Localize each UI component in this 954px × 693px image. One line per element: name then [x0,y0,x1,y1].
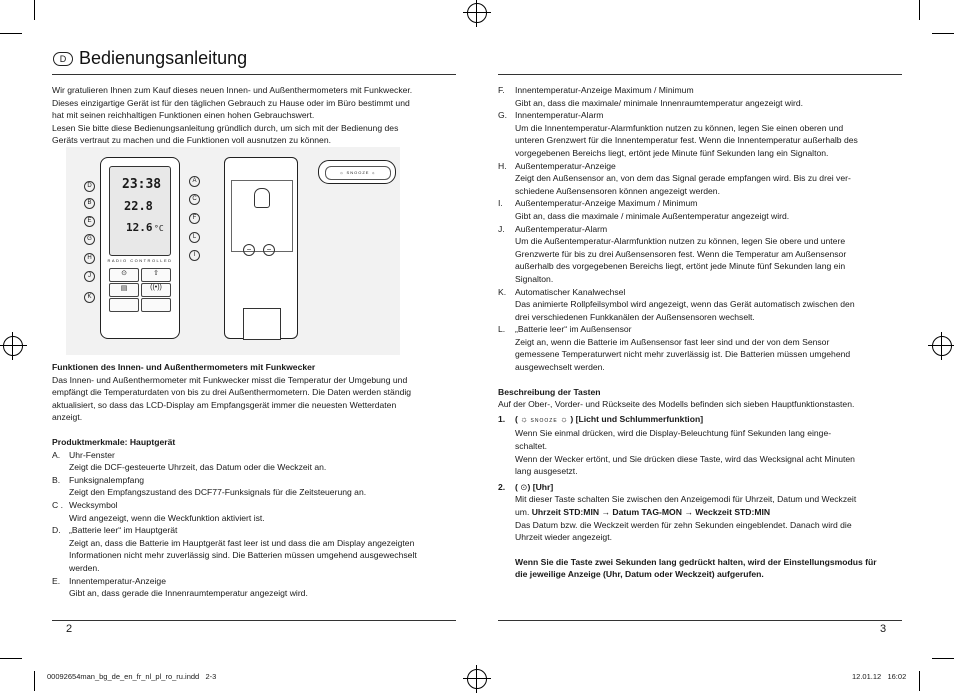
page-number-left: 2 [66,623,73,635]
feature-item [498,223,902,286]
crop-mark [932,33,954,34]
lcd-time: 23:38 [122,177,162,192]
item-title: „Batterie leer“ im Außensensor [515,324,632,335]
item-label: L. [498,324,506,335]
item-label: H. [498,160,507,171]
item-label: K. [498,286,507,297]
feature-item [498,197,902,222]
snooze-label: SNOOZE [346,170,370,175]
item-title: Innentemperatur-Anzeige Maximum / Minimum [515,85,694,95]
language-badge-text: D [59,54,67,64]
item-desc: Wird angezeigt, wenn die Weckfunktion aktiviert ist. [69,512,265,523]
title-rule-left [52,74,456,75]
feature-item [498,160,902,198]
mode-button[interactable]: ⊙ [109,268,139,282]
item-label: G. [498,110,508,121]
item-label: B. [52,474,61,485]
title-rule-right [498,74,902,75]
key-heading [498,481,902,494]
section-heading: Produktmerkmale: Hauptgerät [52,436,176,447]
footer-rule-left [52,620,456,621]
body-line: Das Innen- und Außenthermometer mit Funkwecker misst die Temperatur der Umgebung und [52,374,408,385]
lcd-display [109,166,171,256]
body-line: empfängt die Temperaturdaten von bis zu drei Außenthermometern. Die Daten werden ständig [52,387,412,398]
callout-marker: A [189,176,200,187]
key-head-open: ( [515,481,518,492]
battery-compartment [231,180,293,252]
brand-strip: RADIO CONTROLLED [107,258,173,263]
back-button-plus[interactable]: − [263,244,275,256]
feature-item [52,524,456,574]
key-number: 2. [498,481,506,492]
key-note: Wenn Sie die Taste zwei Sekunden lang gedrückt halten, wird der Einstellungsmodus für [515,556,877,567]
item-title: Innentemperatur-Anzeige [69,575,166,586]
intro-text [52,84,456,147]
item-desc: Gibt an, dass gerade die Innenraumtemperatur angezeigt wird. [69,588,308,599]
lcd-temp-out: 12.6 [126,221,153,234]
slug-time: 16:02 [887,672,907,681]
bottom-button-right[interactable] [141,298,171,312]
footer-rule-right [498,620,902,621]
item-title: Automatischer Kanalwechsel [515,286,626,297]
channel-button[interactable]: ▤ [109,283,139,297]
item-title: Außentemperatur-Anzeige Maximum / Minimum [515,198,698,209]
crop-mark [919,0,920,20]
callout-marker: E [84,216,95,227]
key-desc-text: um. [515,507,530,517]
item-desc: Gibt an, dass die maximale / minimale Außentemperatur angezeigt wird. [515,210,790,221]
feature-item [498,323,902,373]
item-label: D. [52,525,61,536]
crop-mark [932,658,954,659]
feature-item [498,84,902,109]
language-badge [53,52,73,66]
key-head-text: ) [Uhr] [527,481,554,492]
callout-marker: J [84,271,95,282]
item-desc: unteren Grenzwert für die Innentemperatur fest. Wenn die Innentemperatur außerhalb des [515,135,858,146]
item-desc: vorgegebenen Bereichs liegt, ertönt jede Minute fünf Sekunden lang ein Signalton. [515,147,829,158]
clock-icon: ⊙ [520,481,528,492]
item-title: „Batterie leer“ im Hauptgerät [69,525,178,536]
key-desc [498,506,902,519]
feature-item [498,109,902,159]
mode-sequence: Uhrzeit STD:MIN → Datum TAG-MON → Weckzeit STD:MIN [531,507,771,517]
key-desc: lang ausgesetzt. [515,466,578,477]
item-label: A. [52,449,61,460]
bottom-button-left[interactable] [109,298,139,312]
sun-icon: ☼ [560,413,568,424]
item-title: Außentemperatur-Anzeige [515,160,616,171]
top-view [318,160,396,184]
slug-datetime [852,672,906,681]
item-desc: schiedene Außensensoren können angezeigt werden. [515,185,720,196]
callout-marker: D [84,181,95,192]
item-desc: drei verschiedenen Funkkanälen der Außensensoren wechselt. [515,311,755,322]
item-desc: Signalton. [515,273,554,284]
item-desc: Zeigt die DCF-gesteuerte Uhrzeit, das Datum oder die Weckzeit an. [69,462,327,473]
section-heading: Funktionen des Innen- und Außenthermometers mit Funkwecker [52,362,316,372]
item-desc: Zeigt an, wenn die Batterie im Außensensor fast leer sind und der von dem Sensor [515,336,830,347]
key-desc: Wenn der Wecker ertönt, und Sie drücken diese Taste, wird das Wecksignal acht Minuten [515,453,855,464]
slug-date: 12.01.12 [852,672,882,681]
intro-line: hat mit seinen reichhaltigen Funktionen einen hohen Gebrauchswert. [52,110,315,121]
item-title: Wecksymbol [69,499,118,510]
crop-mark [0,33,22,34]
body-line: aktualisiert, so dass das LCD-Display am Empfangsgerät immer die neuesten Wetterdaten [52,399,397,410]
item-label: F. [498,85,505,95]
crop-mark [0,658,22,659]
item-desc: Um die Innentemperatur-Alarmfunktion nutzen zu können, legen Sie einen oberen und [515,122,844,133]
key-desc: Das Datum bzw. die Weckzeit werden für zehn Sekunden eingeblendet. Danach wird die [515,519,852,530]
sun-icon: ☼ [369,170,377,175]
lcd-unit: °C [154,224,164,233]
item-label: C . [52,499,63,510]
stand [243,308,281,340]
key-head-open: ( [515,413,518,424]
key-heading [498,413,902,428]
feature-item [52,575,456,600]
callout-marker: K [84,292,95,303]
item-desc: Gibt an, dass die maximale/ minimale Innenraumtemperatur angezeigt wird. [515,97,804,108]
signal-button[interactable]: ((•)) [141,283,171,297]
item-title: Funksignalempfang [69,474,145,485]
crop-mark [34,671,35,691]
body-line: anzeigt. [52,412,83,423]
item-desc: Grenzwerte für bis zu drei Außensensoren fest. Wenn die Temperatur am Außensensor [515,248,847,259]
functions-section [52,361,456,600]
feature-item [52,474,456,499]
body-line: Auf der Ober-, Vorder- und Rückseite des Modells befinden sich sieben Hauptfunktionstasten. [498,399,855,410]
feature-item [52,499,456,524]
sun-icon: ☼ [339,170,347,175]
front-unit [100,157,180,339]
item-label: J. [498,223,505,234]
item-desc: Informationen nicht mehr zuverlässig sind. Die Batterien müssen umgehend ausgewechselt [69,550,417,561]
item-desc: Um die Außentemperatur-Alarmfunktion nutzen zu können, legen Sie obere und untere [515,236,846,247]
item-title: Innentemperatur-Alarm [515,110,604,121]
item-desc: Zeigt an, dass die Batterie im Hauptgerät fast leer ist und dass die am Display angezeigten [69,537,415,548]
lcd-temp-in: 22.8 [124,199,153,213]
top-snooze-bar [325,166,391,180]
key-desc: Mit dieser Taste schalten Sie zwischen den Anzeigemodi für Uhrzeit, Datum und Weckzeit [515,494,857,505]
back-button-minus[interactable]: − [243,244,255,256]
key-note: die jeweilige Anzeige (Uhr, Datum oder Weckzeit) aufgerufen. [515,569,764,580]
registration-mark-icon [932,336,952,356]
item-desc: Das animierte Rollpfeilsymbol wird angezeigt, wenn das Gerät automatisch zwischen den [515,299,855,310]
item-desc: außerhalb des vorgegebenen Bereichs liegt, ertönt jede Minute fünf Sekunden lang ein [515,261,846,272]
key-head-text: ) [Licht und Schlummerfunktion] [570,413,704,424]
page-number-right: 3 [880,623,887,635]
key-desc: Uhrzeit wieder angezeigt. [515,532,612,543]
feature-item [498,286,902,324]
callout-marker: G [84,234,95,245]
registration-mark-icon [467,3,487,23]
item-desc: gemessene Temperaturwert nicht mehr zuverlässig ist. Die Batterien müssen umgehend [515,349,851,360]
key-desc: Wenn Sie einmal drücken, wird die Display-Beleuchtung fünf Sekunden lang einge- [515,428,832,439]
back-unit [224,157,298,339]
intro-line: Geräts vertraut zu machen und die Funktionen voll ausnutzen zu können. [52,135,331,146]
sun-icon: ☼ [520,413,529,424]
intro-line: Dieses einzigartige Gerät ist für den täglichen Gebrauch zu Hause oder im Büro bestimmt und [52,97,410,108]
key-number: 1. [498,413,506,424]
item-title: Uhr-Fenster [69,449,115,460]
feature-item [52,449,456,474]
registration-mark-icon [3,336,23,356]
registration-mark-icon [467,669,487,689]
intro-line: Lesen Sie bitte diese Bedienungsanleitung gründlich durch, um sich mit der Bedienung des [52,122,399,133]
item-label: E. [52,575,61,586]
slug-file: 00092654man_bg_de_en_fr_nl_pl_ro_ru.indd 2-3 [47,672,217,681]
item-desc: ausgewechselt werden. [515,362,605,373]
page-title: Bedienungsanleitung [79,48,248,68]
item-desc: werden. [69,562,100,573]
device-illustration [66,147,400,355]
callout-marker: L [189,232,200,243]
callout-marker: H [84,253,95,264]
callout-marker: B [84,198,95,209]
section-heading: Beschreibung der Tasten [498,386,601,397]
item-desc: Zeigt den Empfangszustand des DCF77-Funksignals für die Zeitsteuerung an. [69,487,367,498]
snooze-label: SNOOZE [530,417,558,424]
intro-line: Wir gratulieren Ihnen zum Kauf dieses neuen Innen- und Außenthermometers mit Funkwecker. [52,85,413,95]
alarm-button[interactable]: ⇧ [141,268,171,282]
item-title: Außentemperatur-Alarm [515,223,608,234]
item-label: I. [498,198,503,209]
crop-mark [34,0,35,20]
callout-marker: C [189,194,200,205]
item-desc: Zeigt den Außensensor an, von dem das Signal gerade empfangen wird. Bis zu drei ver- [515,173,851,184]
key-desc: schaltet. [515,441,548,452]
crop-mark [919,671,920,691]
right-column [498,84,902,581]
callout-marker: I [189,250,200,261]
callout-marker: F [189,213,200,224]
